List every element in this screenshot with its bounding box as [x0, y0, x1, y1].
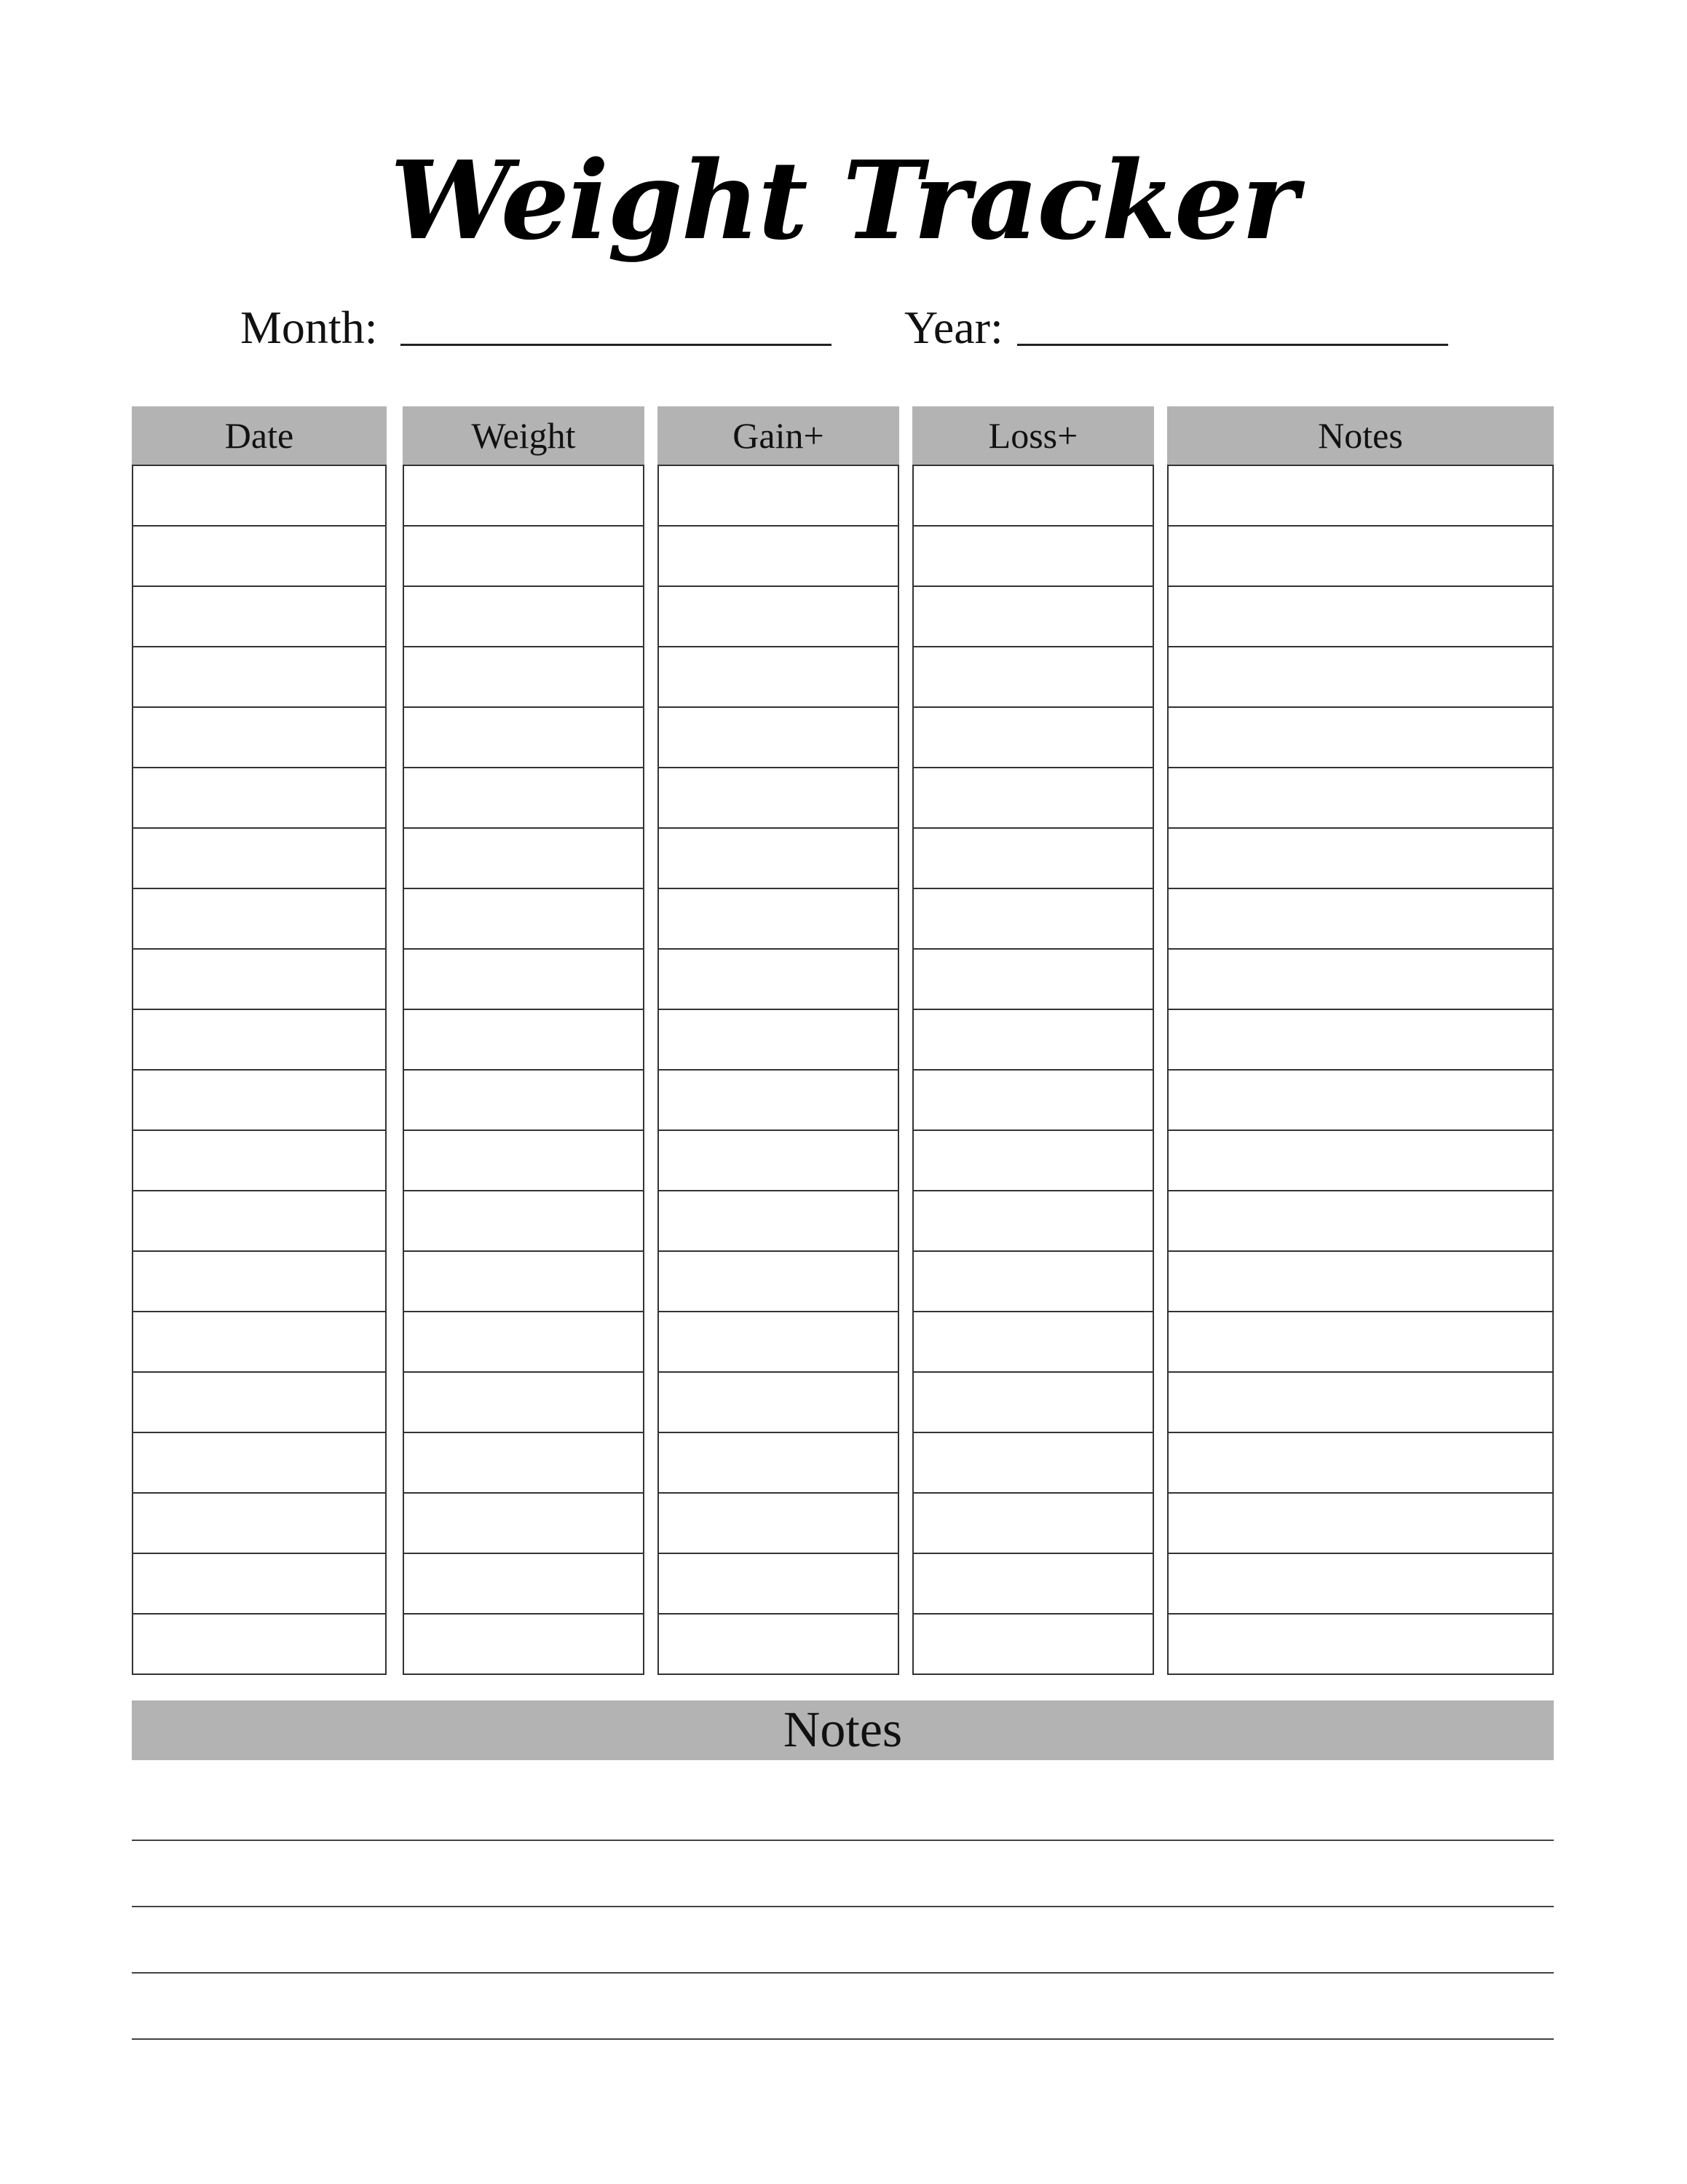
table-cell-loss[interactable] [912, 587, 1154, 647]
table-cell-weight[interactable] [403, 950, 644, 1010]
table-cell-weight[interactable] [403, 1433, 644, 1494]
table-cell-notes[interactable] [1167, 1191, 1554, 1252]
table-cell-weight[interactable] [403, 1131, 644, 1191]
table-cell-gain[interactable] [657, 1191, 899, 1252]
column-header-notes: Notes [1167, 406, 1554, 465]
table-cell-weight[interactable] [403, 1252, 644, 1312]
table-cell-loss[interactable] [912, 1554, 1154, 1615]
table-cell-notes[interactable] [1167, 1494, 1554, 1554]
table-cell-loss[interactable] [912, 1191, 1154, 1252]
table-cell-date[interactable] [132, 889, 387, 950]
table-cell-date[interactable] [132, 1191, 387, 1252]
table-cell-loss[interactable] [912, 889, 1154, 950]
column-header-gain: Gain+ [657, 406, 899, 465]
table-cell-weight[interactable] [403, 527, 644, 587]
table-cell-date[interactable] [132, 1554, 387, 1615]
table-cell-notes[interactable] [1167, 1071, 1554, 1131]
table-cell-loss[interactable] [912, 1131, 1154, 1191]
table-cell-weight[interactable] [403, 829, 644, 889]
table-cell-gain[interactable] [657, 587, 899, 647]
table-cell-weight[interactable] [403, 768, 644, 829]
table-cell-gain[interactable] [657, 1312, 899, 1373]
table-cell-notes[interactable] [1167, 1554, 1554, 1615]
table-cell-loss[interactable] [912, 527, 1154, 587]
notes-heading: Notes [132, 1700, 1554, 1760]
table-cell-date[interactable] [132, 1131, 387, 1191]
table-cell-loss[interactable] [912, 829, 1154, 889]
table-cell-notes[interactable] [1167, 1433, 1554, 1494]
table-cell-loss[interactable] [912, 1010, 1154, 1071]
table-cell-date[interactable] [132, 527, 387, 587]
table-cell-loss[interactable] [912, 1494, 1154, 1554]
table-cell-gain[interactable] [657, 1071, 899, 1131]
table-cell-loss[interactable] [912, 1433, 1154, 1494]
table-cell-notes[interactable] [1167, 1131, 1554, 1191]
table-cell-date[interactable] [132, 950, 387, 1010]
column-weight [403, 406, 644, 1675]
table-cell-notes[interactable] [1167, 829, 1554, 889]
table-cell-gain[interactable] [657, 1494, 899, 1554]
month-label: Month: [240, 301, 378, 353]
page-title: Weight Tracker [390, 137, 1297, 264]
table-cell-weight[interactable] [403, 647, 644, 708]
column-loss [912, 406, 1154, 1675]
table-cell-date[interactable] [132, 1071, 387, 1131]
table-cell-weight[interactable] [403, 1010, 644, 1071]
table-cell-weight[interactable] [403, 587, 644, 647]
table-cell-loss[interactable] [912, 1312, 1154, 1373]
table-cell-notes[interactable] [1167, 587, 1554, 647]
column-header-date: Date [132, 406, 387, 465]
table-cell-notes[interactable] [1167, 768, 1554, 829]
table-cell-notes[interactable] [1167, 950, 1554, 1010]
table-cell-gain[interactable] [657, 527, 899, 587]
notes-writing-line[interactable] [132, 2038, 1554, 2040]
table-cell-date[interactable] [132, 1312, 387, 1373]
table-cell-date[interactable] [132, 1494, 387, 1554]
table-cell-notes[interactable] [1167, 465, 1554, 527]
table-cell-date[interactable] [132, 1433, 387, 1494]
table-cell-loss[interactable] [912, 465, 1154, 527]
table-cell-gain[interactable] [657, 1010, 899, 1071]
table-cell-notes[interactable] [1167, 1312, 1554, 1373]
table-cell-weight[interactable] [403, 1615, 644, 1675]
column-notes [1167, 406, 1554, 1675]
table-cell-gain[interactable] [657, 889, 899, 950]
table-cell-date[interactable] [132, 1373, 387, 1433]
table-cell-loss[interactable] [912, 708, 1154, 768]
table-cell-date[interactable] [132, 1252, 387, 1312]
table-cell-notes[interactable] [1167, 889, 1554, 950]
table-cell-loss[interactable] [912, 1071, 1154, 1131]
table-cell-weight[interactable] [403, 1373, 644, 1433]
table-cell-gain[interactable] [657, 950, 899, 1010]
table-cell-notes[interactable] [1167, 647, 1554, 708]
table-cell-loss[interactable] [912, 1252, 1154, 1312]
column-header-loss: Loss+ [912, 406, 1154, 465]
table-cell-weight[interactable] [403, 465, 644, 527]
table-cell-date[interactable] [132, 465, 387, 527]
table-cell-date[interactable] [132, 1615, 387, 1675]
table-cell-gain[interactable] [657, 768, 899, 829]
table-cell-notes[interactable] [1167, 1373, 1554, 1433]
table-cell-date[interactable] [132, 587, 387, 647]
table-cell-notes[interactable] [1167, 708, 1554, 768]
column-date [132, 406, 387, 1675]
table-cell-weight[interactable] [403, 708, 644, 768]
table-cell-notes[interactable] [1167, 1615, 1554, 1675]
column-header-weight: Weight [403, 406, 644, 465]
table-cell-loss[interactable] [912, 768, 1154, 829]
table-cell-gain[interactable] [657, 1252, 899, 1312]
table-cell-gain[interactable] [657, 829, 899, 889]
table-cell-notes[interactable] [1167, 1010, 1554, 1071]
table-cell-weight[interactable] [403, 889, 644, 950]
table-cell-weight[interactable] [403, 1494, 644, 1554]
table-cell-gain[interactable] [657, 1433, 899, 1494]
notes-writing-line[interactable] [132, 1972, 1554, 1974]
table-cell-loss[interactable] [912, 1615, 1154, 1675]
table-cell-date[interactable] [132, 647, 387, 708]
year-field[interactable] [1017, 344, 1448, 346]
table-cell-weight[interactable] [403, 1071, 644, 1131]
year-label: Year: [904, 301, 1003, 353]
table-cell-notes[interactable] [1167, 527, 1554, 587]
table-cell-loss[interactable] [912, 1373, 1154, 1433]
table-cell-weight[interactable] [403, 1191, 644, 1252]
table-cell-gain[interactable] [657, 647, 899, 708]
table-cell-date[interactable] [132, 829, 387, 889]
table-cell-date[interactable] [132, 768, 387, 829]
table-cell-loss[interactable] [912, 950, 1154, 1010]
month-field[interactable] [400, 344, 831, 346]
notes-writing-line[interactable] [132, 1840, 1554, 1841]
notes-writing-line[interactable] [132, 1906, 1554, 1907]
table-cell-weight[interactable] [403, 1312, 644, 1373]
table-cell-gain[interactable] [657, 465, 899, 527]
table-cell-gain[interactable] [657, 708, 899, 768]
table-cell-gain[interactable] [657, 1615, 899, 1675]
table-cell-notes[interactable] [1167, 1252, 1554, 1312]
table-cell-loss[interactable] [912, 647, 1154, 708]
table-cell-weight[interactable] [403, 1554, 644, 1615]
table-cell-gain[interactable] [657, 1373, 899, 1433]
table-cell-date[interactable] [132, 708, 387, 768]
table-cell-date[interactable] [132, 1010, 387, 1071]
table-cell-gain[interactable] [657, 1554, 899, 1615]
column-gain [657, 406, 899, 1675]
table-cell-gain[interactable] [657, 1131, 899, 1191]
